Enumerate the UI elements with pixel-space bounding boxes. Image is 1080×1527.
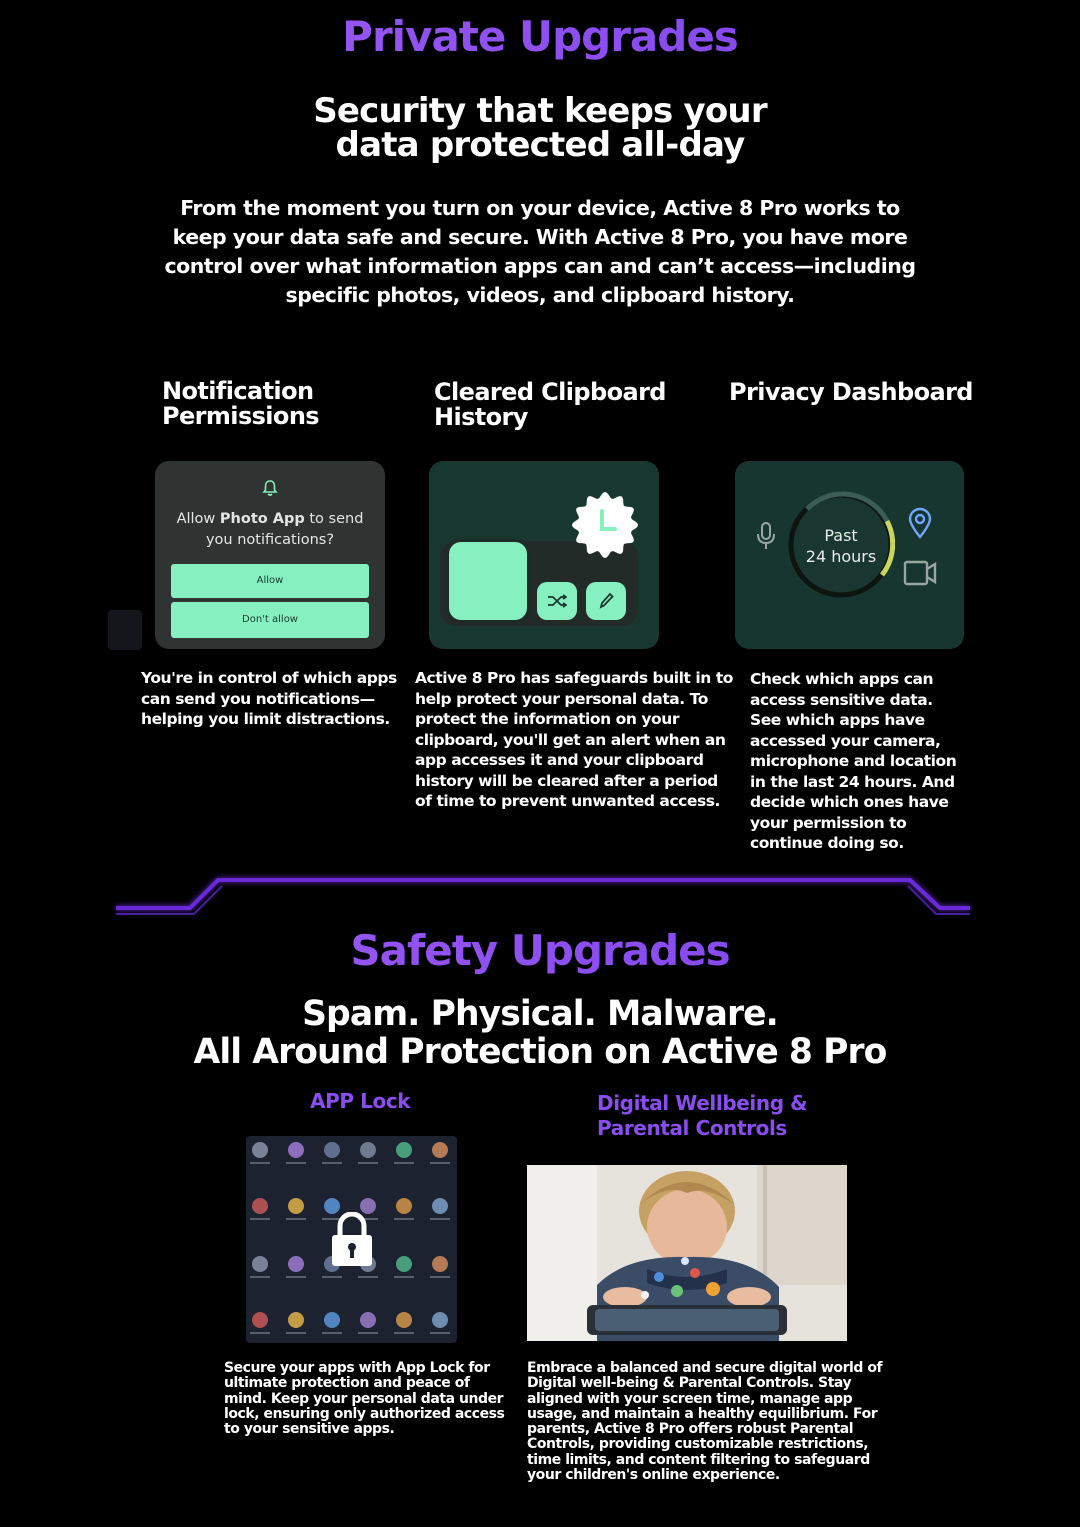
private-upgrades-title: Private Upgrades — [0, 12, 1080, 61]
feature-desc-clipboard — [415, 668, 733, 812]
desc-line: helping you limit distractions. — [141, 710, 390, 728]
app-icon-label — [322, 1162, 342, 1164]
subtitle-line: data protected all-day — [335, 125, 745, 165]
app-icon — [288, 1142, 304, 1158]
app-icon-label — [250, 1276, 270, 1278]
desc-line: accessed your camera, — [750, 731, 941, 750]
feature-title-notifications — [162, 379, 319, 429]
app-icon-label — [250, 1332, 270, 1334]
app-icon-label — [250, 1162, 270, 1164]
app-icon-label — [286, 1276, 306, 1278]
app-icon — [360, 1142, 376, 1158]
dialog-prompt-line — [155, 509, 385, 530]
app-icon — [324, 1142, 340, 1158]
private-intro — [0, 194, 1080, 310]
applock-desc — [224, 1361, 504, 1437]
desc-line: help protect your personal data. To — [415, 689, 708, 708]
feature-title-clipboard — [434, 380, 666, 430]
wellbeing-title — [597, 1091, 807, 1141]
desc-line: Active 8 Pro has safeguards built in to — [415, 669, 733, 687]
app-icon — [396, 1198, 412, 1214]
shuffle-icon — [547, 594, 567, 608]
intro-line: specific photos, videos, and clipboard history. — [285, 283, 795, 307]
app-icon — [288, 1312, 304, 1328]
desc-line: usage, and maintain a healthy equilibrium. For — [527, 1405, 878, 1422]
feature-title-line: Cleared Clipboard — [434, 378, 666, 406]
app-icon-label — [322, 1276, 342, 1278]
applock-image — [246, 1136, 457, 1343]
app-icon-label — [286, 1218, 306, 1220]
dialog-prompt-line: you notifications? — [205, 532, 335, 548]
subtitle-line: Security that keeps your — [313, 91, 767, 131]
desc-line: microphone and location — [750, 752, 957, 770]
intro-line: keep your data safe and secure. With Active 8 Pro, you have more — [172, 225, 908, 249]
private-subtitle — [0, 91, 1080, 165]
desc-line: decide which ones have — [750, 793, 949, 811]
desc-line: history will be cleared after a period — [415, 771, 718, 790]
desc-line: See which apps have — [750, 711, 925, 729]
app-icon — [360, 1312, 376, 1328]
applock-title: APP Lock — [310, 1089, 411, 1113]
prompt-text: Allow — [176, 511, 220, 527]
video-camera-icon — [903, 559, 937, 587]
feature-title-line: Permissions — [162, 402, 319, 430]
app-icon-label — [394, 1162, 414, 1164]
desc-line: of time to prevent unwanted access. — [415, 792, 720, 810]
desc-line: continue doing so. — [750, 834, 904, 852]
app-icon — [252, 1312, 268, 1328]
desc-line: app accesses it and your clipboard — [415, 751, 704, 769]
app-icon-label — [394, 1276, 414, 1278]
dialog-prompt — [155, 509, 385, 551]
share-button — [537, 582, 577, 620]
pencil-icon — [598, 592, 614, 610]
dashboard-period — [787, 525, 895, 567]
app-icon — [432, 1312, 448, 1328]
intro-line: From the moment you turn on your device, Active 8 Pro works to — [180, 196, 900, 220]
feature-desc-notifications — [141, 668, 397, 730]
desc-line: Controls, providing customizable restrictions, — [527, 1436, 869, 1453]
intro-line: control over what information apps can and can’t access—including — [164, 254, 916, 278]
dashboard-period-line: 24 hours — [805, 547, 877, 566]
safety-upgrades-title: Safety Upgrades — [0, 926, 1080, 975]
app-icon — [252, 1142, 268, 1158]
microphone-icon — [755, 521, 777, 551]
app-icon-label — [322, 1332, 342, 1334]
decorative-block — [108, 610, 142, 650]
desc-line: parents, Active 8 Pro offers robust Parental — [527, 1421, 854, 1438]
desc-line: time limits, and content filtering to safeguard — [527, 1451, 870, 1468]
privacy-dashboard-card — [735, 461, 964, 649]
dont-allow-button[interactable]: Don't allow — [171, 602, 369, 638]
feature-desc-dashboard — [750, 669, 956, 854]
app-icon-label — [358, 1276, 378, 1278]
feature-title-line: Notification — [162, 377, 314, 405]
edit-button — [586, 582, 626, 620]
dashboard-period-line: Past — [824, 526, 858, 545]
app-icon-label — [286, 1332, 306, 1334]
desc-line: clipboard, you'll get an alert when an — [415, 730, 726, 749]
child-tablet-illustration — [527, 1165, 847, 1341]
app-icon-label — [358, 1332, 378, 1334]
app-icon — [288, 1198, 304, 1214]
app-icon — [324, 1312, 340, 1328]
app-icon — [396, 1142, 412, 1158]
safety-heading-line: Spam. Physical. Malware. — [302, 994, 778, 1034]
desc-line: your permission to — [750, 813, 907, 832]
clipboard-card — [429, 461, 659, 649]
app-icon-label — [430, 1276, 450, 1278]
notification-dialog-card — [155, 461, 385, 649]
desc-line: can send you notifications— — [141, 689, 375, 708]
wellbeing-title-line: Digital Wellbeing & — [597, 1091, 808, 1115]
desc-line: protect the information on your — [415, 710, 680, 728]
feature-title-line: Privacy Dashboard — [729, 378, 973, 406]
feature-title-line: History — [434, 403, 528, 431]
desc-line: aligned with your screen time, manage app — [527, 1390, 853, 1407]
desc-line: access sensitive data. — [750, 690, 933, 709]
app-icon-label — [394, 1332, 414, 1334]
desc-line: ultimate protection and peace of — [224, 1375, 470, 1392]
prompt-app-name: Photo App — [219, 511, 305, 527]
app-icon-label — [430, 1332, 450, 1334]
bell-icon — [261, 479, 279, 497]
app-icon — [432, 1256, 448, 1272]
app-icon — [396, 1256, 412, 1272]
desc-line: You're in control of which apps — [141, 669, 397, 687]
desc-line: lock, ensuring only authorized access — [224, 1405, 505, 1422]
desc-line: Check which apps can — [750, 670, 934, 688]
desc-line: Secure your apps with App Lock for — [224, 1360, 490, 1376]
app-icon-label — [286, 1162, 306, 1164]
safety-heading-line: All Around Protection on Active 8 Pro — [193, 1032, 887, 1072]
desc-line: to your sensitive apps. — [224, 1421, 395, 1438]
app-icon — [432, 1142, 448, 1158]
desc-line: Digital well-being & Parental Controls. Stay — [527, 1375, 852, 1392]
app-icon — [396, 1312, 412, 1328]
app-icon-label — [430, 1218, 450, 1220]
app-icon-label — [250, 1218, 270, 1220]
child-tablet-photo — [527, 1165, 847, 1341]
padlock-icon — [330, 1212, 374, 1268]
wellbeing-desc — [527, 1361, 882, 1483]
app-icon — [432, 1198, 448, 1214]
clipboard-preview-tile — [449, 542, 527, 620]
desc-line: in the last 24 hours. And — [750, 772, 955, 791]
desc-line: Embrace a balanced and secure digital world of — [527, 1360, 883, 1376]
prompt-text: to send — [304, 511, 364, 527]
app-icon — [252, 1256, 268, 1272]
safety-heading — [0, 995, 1080, 1071]
section-divider — [0, 868, 1080, 924]
app-icon — [252, 1198, 268, 1214]
app-icon-label — [430, 1162, 450, 1164]
desc-line: mind. Keep your personal data under — [224, 1390, 504, 1407]
allow-button[interactable]: Allow — [171, 564, 369, 598]
app-icon-label — [358, 1162, 378, 1164]
location-pin-icon — [907, 507, 933, 539]
feature-title-dashboard — [729, 380, 973, 405]
app-icon — [288, 1256, 304, 1272]
clock-badge-icon — [569, 489, 641, 561]
wellbeing-title-line: Parental Controls — [597, 1116, 787, 1140]
app-icon-label — [394, 1218, 414, 1220]
desc-line: your children's online experience. — [527, 1467, 780, 1484]
